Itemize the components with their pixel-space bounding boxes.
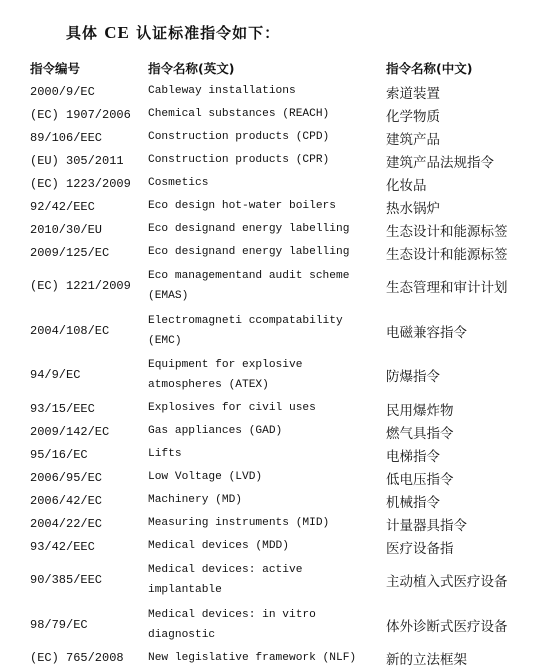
directive-name-english bbox=[148, 535, 386, 558]
english-name-line: New legislative framework (NLF) bbox=[148, 651, 357, 664]
directive-name-english bbox=[148, 218, 386, 241]
english-name-line: (EMC) bbox=[148, 334, 182, 347]
directive-name-chinese: 化学物质 bbox=[386, 108, 440, 125]
directive-name-chinese: 防爆指令 bbox=[386, 368, 440, 385]
directive-number: 2004/108/EC bbox=[30, 323, 110, 338]
table-row bbox=[30, 149, 508, 172]
directive-number: (EU) 305/2011 bbox=[30, 153, 124, 168]
directive-number: (EC) 1907/2006 bbox=[30, 107, 131, 122]
directive-number: (EC) 1221/2009 bbox=[30, 279, 131, 294]
directive-number: 93/42/EEC bbox=[30, 539, 95, 554]
directive-name-english bbox=[148, 195, 386, 218]
english-name-line: Medical devices: active bbox=[148, 564, 303, 577]
english-name-line: implantable bbox=[148, 584, 222, 597]
directive-name-english bbox=[148, 603, 386, 647]
directive-name-english bbox=[148, 172, 386, 195]
directive-number: 2006/42/EC bbox=[30, 493, 103, 508]
heading-prefix: 具体 bbox=[66, 24, 99, 42]
english-name-line: Chemical substances (REACH) bbox=[148, 108, 330, 120]
directive-number: 94/9/EC bbox=[30, 367, 81, 382]
directive-name-english bbox=[148, 420, 386, 443]
table-row bbox=[30, 420, 508, 443]
directive-name-english bbox=[148, 241, 386, 264]
table-row bbox=[30, 466, 508, 489]
english-name-line: Medical devices: in vitro bbox=[148, 608, 316, 621]
english-name-line: Measuring instruments (MID) bbox=[148, 517, 330, 530]
table-row bbox=[30, 308, 508, 352]
table-body bbox=[30, 80, 508, 670]
english-name-line: Construction products (CPD) bbox=[148, 131, 330, 143]
table-row bbox=[30, 647, 508, 670]
table-row bbox=[30, 80, 508, 103]
english-name-line: Cableway installations bbox=[148, 85, 296, 97]
directive-name-chinese: 生态设计和能源标签 bbox=[386, 246, 508, 263]
directive-name-chinese: 生态管理和审计计划 bbox=[386, 280, 508, 297]
directive-name-chinese: 燃气具指令 bbox=[386, 425, 454, 442]
english-name-line: Medical devices (MDD) bbox=[148, 540, 289, 553]
table-row bbox=[30, 241, 508, 264]
english-name-line: Gas appliances (GAD) bbox=[148, 425, 283, 438]
directive-name-english bbox=[148, 647, 386, 670]
directive-name-chinese: 低电压指令 bbox=[386, 471, 454, 488]
directive-name-chinese: 化妆品 bbox=[386, 177, 427, 194]
directive-table bbox=[30, 56, 508, 670]
directive-name-english bbox=[148, 149, 386, 172]
table-row bbox=[30, 443, 508, 466]
table-row bbox=[30, 218, 508, 241]
directive-name-chinese: 机械指令 bbox=[386, 494, 440, 511]
directive-name-english bbox=[148, 443, 386, 466]
english-name-line: Eco designand energy labelling bbox=[148, 246, 350, 258]
table-row bbox=[30, 264, 508, 308]
directive-number: 2004/22/EC bbox=[30, 516, 103, 531]
directive-name-chinese: 索道装置 bbox=[386, 85, 440, 102]
directive-number: 93/15/EEC bbox=[30, 401, 95, 416]
directive-number: 2009/125/EC bbox=[30, 245, 110, 260]
table-row bbox=[30, 103, 508, 126]
directive-name-chinese: 热水锅炉 bbox=[386, 200, 440, 217]
directive-number: 2009/142/EC bbox=[30, 424, 110, 439]
english-name-line: Cosmetics bbox=[148, 177, 209, 189]
directive-name-english bbox=[148, 558, 386, 602]
directive-name-chinese: 建筑产品 bbox=[386, 131, 440, 148]
table-row bbox=[30, 489, 508, 512]
directive-number: 2010/30/EU bbox=[30, 222, 103, 237]
table-header-row bbox=[30, 56, 508, 80]
english-name-line: Eco managementand audit scheme bbox=[148, 270, 350, 283]
english-name-line: Machinery (MD) bbox=[148, 494, 242, 507]
table-row bbox=[30, 558, 508, 602]
directive-number: 89/106/EEC bbox=[30, 130, 103, 145]
english-name-line: Electromagneti ccompatability bbox=[148, 314, 343, 327]
directive-name-chinese: 民用爆炸物 bbox=[386, 402, 454, 419]
directive-number: (EC) 1223/2009 bbox=[30, 176, 131, 191]
directive-name-english bbox=[148, 264, 386, 308]
english-name-line: diagnostic bbox=[148, 628, 216, 641]
heading-ce: CE bbox=[104, 23, 130, 42]
table-row bbox=[30, 353, 508, 397]
directive-name-chinese: 体外诊断式医疗设备 bbox=[386, 618, 508, 635]
directive-name-english bbox=[148, 512, 386, 535]
page-heading bbox=[66, 22, 280, 43]
directive-number: 92/42/EEC bbox=[30, 199, 95, 214]
directive-number: 95/16/EC bbox=[30, 447, 88, 462]
directive-name-english bbox=[148, 126, 386, 149]
heading-suffix: 认证标准指令如下： bbox=[136, 24, 281, 42]
directive-name-chinese: 电梯指令 bbox=[386, 448, 440, 465]
table-row bbox=[30, 603, 508, 647]
table-row bbox=[30, 512, 508, 535]
directive-name-chinese: 计量器具指令 bbox=[386, 517, 467, 534]
english-name-line: atmospheres (ATEX) bbox=[148, 378, 269, 391]
table-row bbox=[30, 535, 508, 558]
directive-name-chinese: 生态设计和能源标签 bbox=[386, 223, 508, 240]
english-name-line: Eco design hot-water boilers bbox=[148, 200, 336, 212]
directive-name-english bbox=[148, 353, 386, 397]
directive-number: 2000/9/EC bbox=[30, 84, 95, 99]
directive-name-english bbox=[148, 308, 386, 352]
english-name-line: Low Voltage (LVD) bbox=[148, 471, 263, 484]
directive-name-english bbox=[148, 80, 386, 103]
directive-number: 2006/95/EC bbox=[30, 470, 103, 485]
directive-name-english bbox=[148, 103, 386, 126]
table-row bbox=[30, 172, 508, 195]
directive-number: (EC) 765/2008 bbox=[30, 651, 124, 666]
header-english: 指令名称(英文) bbox=[148, 61, 235, 76]
directive-name-chinese: 电磁兼容指令 bbox=[386, 324, 467, 341]
directive-number: 98/79/EC bbox=[30, 617, 88, 632]
directive-name-chinese: 主动植入式医疗设备 bbox=[386, 574, 508, 591]
directive-name-english bbox=[148, 466, 386, 489]
english-name-line: Construction products (CPR) bbox=[148, 154, 330, 166]
table-row bbox=[30, 126, 508, 149]
table-row bbox=[30, 195, 508, 218]
english-name-line: Explosives for civil uses bbox=[148, 402, 316, 415]
directive-name-english bbox=[148, 489, 386, 512]
directive-name-chinese: 新的立法框架 bbox=[386, 652, 467, 669]
header-number: 指令编号 bbox=[30, 61, 81, 76]
header-chinese: 指令名称(中文) bbox=[386, 61, 473, 76]
english-name-line: Equipment for explosive bbox=[148, 358, 303, 371]
english-name-line: Lifts bbox=[148, 448, 182, 461]
english-name-line: Eco designand energy labelling bbox=[148, 223, 350, 235]
directive-name-english bbox=[148, 397, 386, 420]
directive-number: 90/385/EEC bbox=[30, 573, 103, 588]
english-name-line: (EMAS) bbox=[148, 290, 189, 303]
table-row bbox=[30, 397, 508, 420]
directive-name-chinese: 医疗设备指 bbox=[386, 540, 454, 557]
directive-name-chinese: 建筑产品法规指令 bbox=[386, 154, 494, 171]
